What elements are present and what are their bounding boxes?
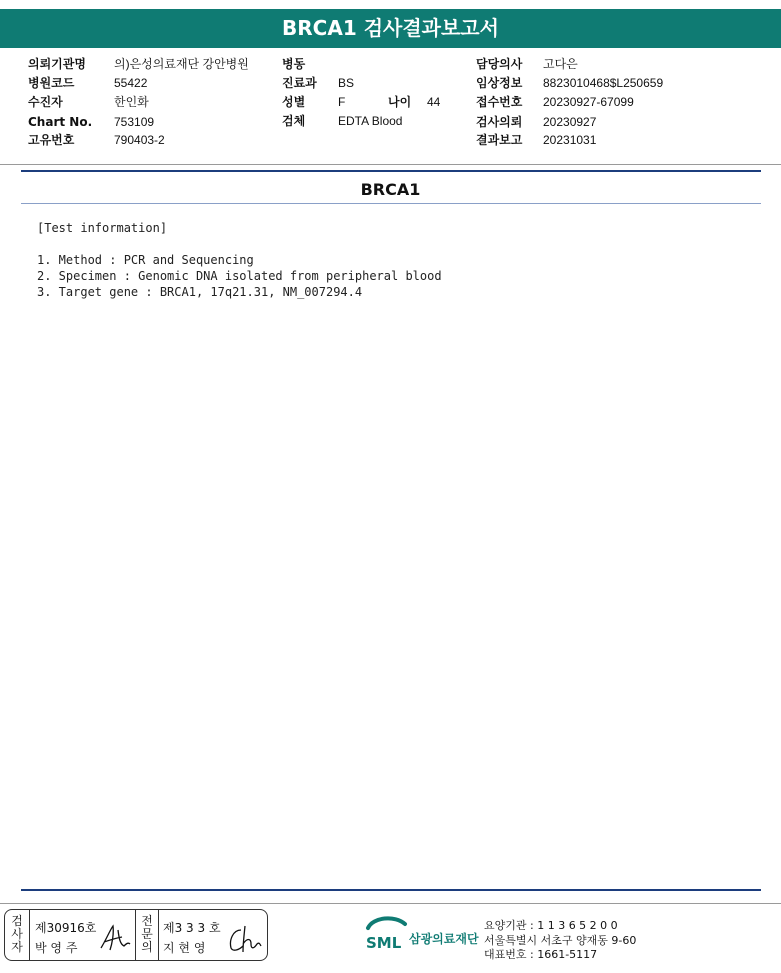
age-label: 나이 (388, 95, 412, 109)
examiner-license: 제30916호 (35, 921, 97, 935)
report-title: BRCA1 검사결과보고서 (0, 9, 781, 48)
sml-logo-text: SML (366, 934, 402, 952)
specimen-label: 검체 (282, 114, 306, 128)
request-date-label: 검사의뢰 (476, 115, 523, 129)
examiner-name: 박 영 주 (35, 941, 78, 955)
footer-divider (0, 903, 781, 904)
org-name: 삼광의료재단 (409, 932, 479, 946)
sex-value: F (338, 95, 346, 109)
signature-box (4, 909, 268, 961)
specialist-label-cell (135, 910, 159, 960)
patient-value: 한인화 (114, 95, 149, 109)
report-date-value: 20231031 (543, 133, 597, 147)
specialist-license: 제3 3 3 호 (163, 921, 221, 935)
section-title: BRCA1 (360, 180, 421, 199)
footer-institution-code: 요양기관 : 1 1 3 6 5 2 0 0 (484, 919, 618, 932)
receipt-no-value: 20230927-67099 (543, 95, 634, 109)
section-bottom-rule (21, 889, 761, 891)
header-divider (0, 164, 781, 165)
test-info-method: 1. Method : PCR and Sequencing (37, 253, 254, 267)
department-label: 진료과 (282, 76, 317, 90)
doctor-value: 고다은 (543, 57, 578, 71)
receipt-no-label: 접수번호 (476, 95, 523, 109)
footer-phone: 대표번호 : 1661-5117 (484, 948, 598, 961)
institution-label: 의뢰기관명 (28, 57, 86, 71)
specimen-value: EDTA Blood (338, 114, 403, 128)
specialist-name: 지 현 영 (163, 941, 206, 955)
examiner-label: 검사자 (11, 914, 23, 954)
age-value: 44 (427, 95, 441, 109)
ward-label: 병동 (282, 57, 306, 71)
footer-address: 서울특별시 서초구 양재동 9-60 (484, 934, 637, 947)
doctor-label: 담당의사 (476, 57, 523, 71)
unique-id-label: 고유번호 (28, 133, 75, 147)
examiner-signature-icon (98, 922, 132, 954)
sex-label: 성별 (282, 95, 306, 109)
report-date-label: 결과보고 (476, 133, 523, 147)
test-info-heading: [Test information] (37, 221, 168, 235)
clinical-info-label: 임상정보 (476, 76, 523, 90)
sml-logo-icon (365, 914, 411, 956)
test-info-specimen: 2. Specimen : Genomic DNA isolated from peripheral blood (37, 269, 442, 283)
unique-id-value: 790403-2 (114, 133, 165, 147)
hospital-code-value: 55422 (114, 76, 148, 90)
patient-label: 수진자 (28, 95, 63, 109)
department-value: BS (338, 76, 355, 90)
institution-value: 의)은성의료재단 강안병원 (114, 57, 249, 71)
specialist-label: 전문의 (141, 914, 153, 954)
specialist-signature-icon (225, 922, 263, 954)
chart-no-label: Chart No. (28, 115, 93, 129)
section-title-rule (21, 203, 761, 204)
clinical-info-value: 8823010468$L250659 (543, 76, 664, 90)
examiner-label-cell (5, 910, 30, 960)
test-info-target-gene: 3. Target gene : BRCA1, 17q21.31, NM_007294.4 (37, 285, 363, 299)
request-date-value: 20230927 (543, 115, 597, 129)
section-top-rule (21, 170, 761, 172)
chart-no-value: 753109 (114, 115, 155, 129)
hospital-code-label: 병원코드 (28, 76, 75, 90)
